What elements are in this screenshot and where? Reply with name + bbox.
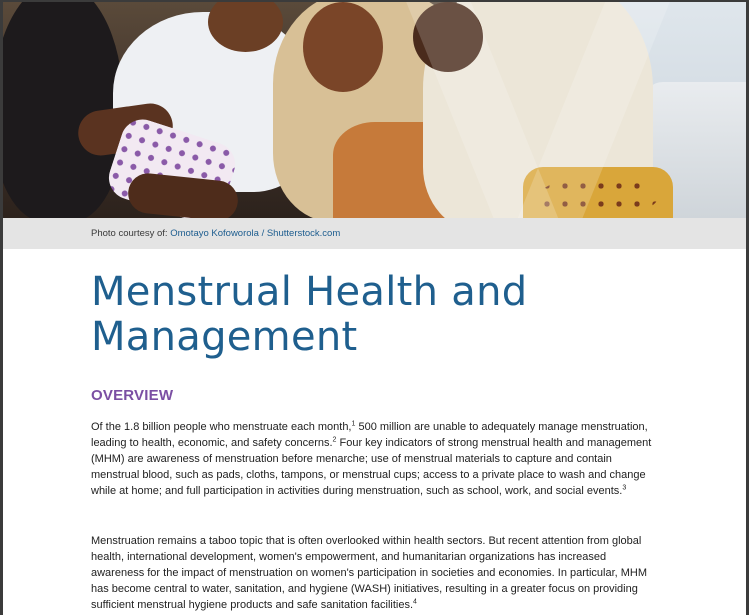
photo-caption bbox=[3, 218, 746, 249]
paragraph-text: Of the 1.8 billion people who menstruate each month, bbox=[91, 421, 352, 433]
photo-patterned-fabric bbox=[523, 167, 673, 218]
photo-face bbox=[413, 2, 483, 72]
paragraph-1 bbox=[91, 419, 661, 499]
caption-credit: Omotayo Kofoworola / Shutterstock.com bbox=[170, 228, 341, 239]
section-heading: OVERVIEW bbox=[91, 387, 174, 404]
hero-photo bbox=[3, 2, 746, 218]
paragraph-2 bbox=[91, 533, 661, 613]
footnote-ref: 2 bbox=[332, 436, 337, 444]
page-title: Menstrual Health and Management bbox=[91, 269, 528, 360]
photo-face bbox=[303, 2, 383, 92]
footnote-ref: 1 bbox=[351, 420, 356, 428]
paragraph-text: 500 million are unable to adequately manage menstruation, leading to health, economic, and safety concerns. bbox=[91, 421, 648, 450]
paragraph-text: Four key indicators of strong menstrual health and management (MHM) are awareness of menstruation before menarche; use of menstrual materials to capture and contain menstrual blood, such as pads, cloths, tampons, or menstrual cups; access to a private place to wash and change while at home; and full participation in activities during menstruation, such as school, work, and social events. bbox=[91, 437, 652, 498]
paragraph-text: Menstruation remains a taboo topic that is often overlooked within health sectors. But recent attention from global health, international development, women's empowerment, and humanitarian organizations has increased awareness for the impact of menstruation on women's participation in societies and economies. In particular, MHM has become central to water, sanitation, and hygiene (WASH) initiatives, resulting in a greater focus on providing sufficient menstrual hygiene products and safe sanitation facilities. bbox=[91, 535, 648, 612]
caption-prefix: Photo courtesy of: bbox=[91, 228, 171, 239]
footnote-ref: 4 bbox=[413, 598, 417, 606]
footnote-ref: 3 bbox=[622, 484, 627, 492]
